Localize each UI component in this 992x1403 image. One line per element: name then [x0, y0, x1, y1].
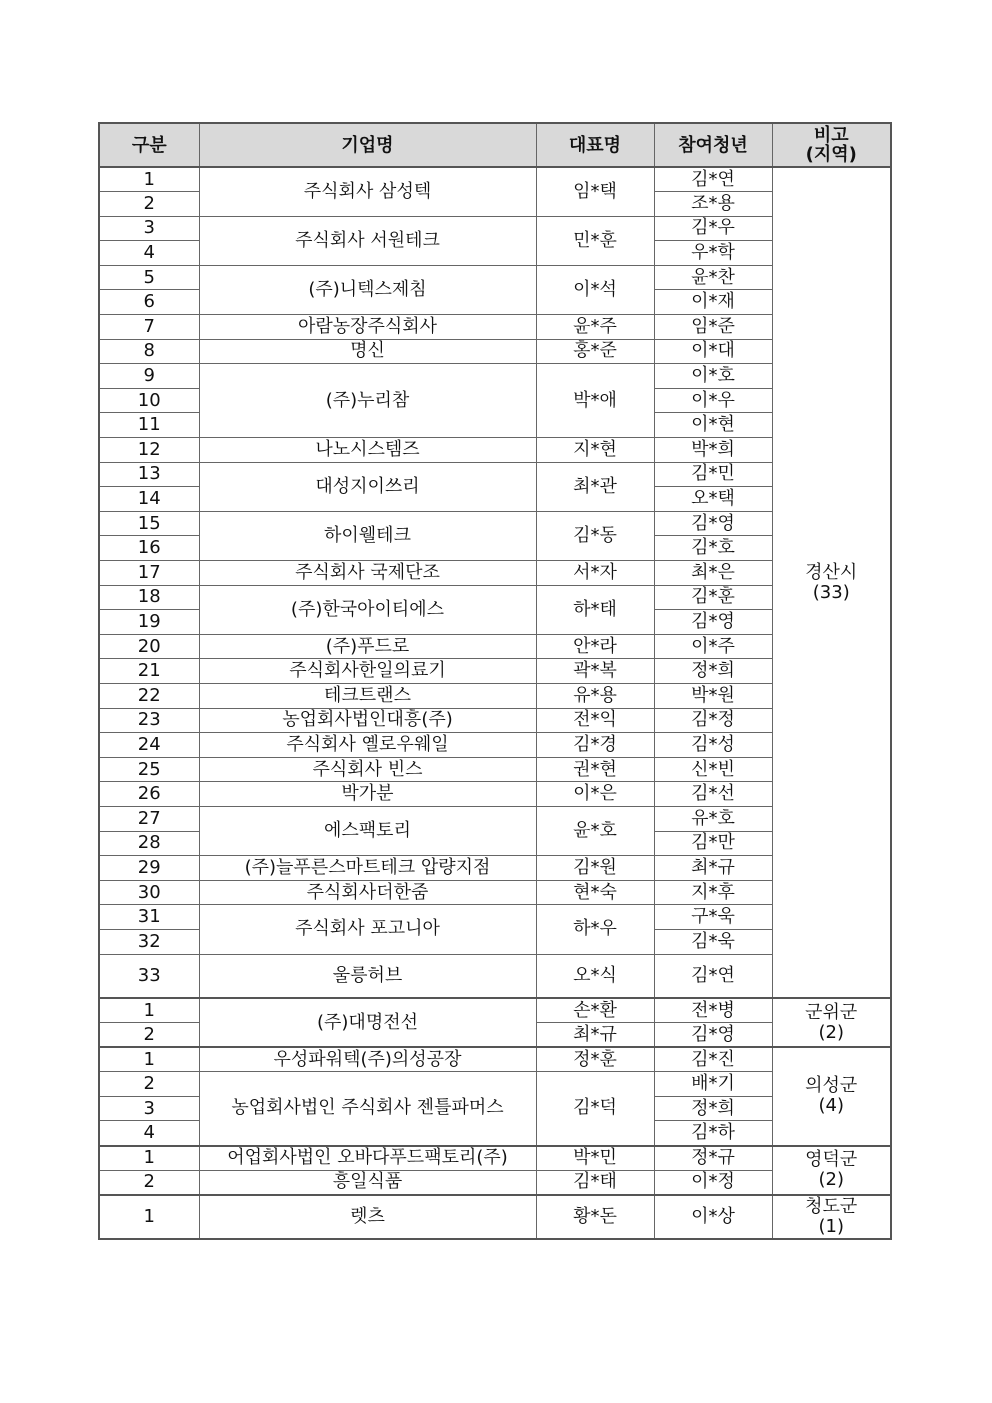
youth-name: 오*택	[654, 487, 772, 512]
row-number: 10	[99, 388, 199, 413]
table-header	[99, 123, 891, 167]
row-number: 1	[99, 1146, 199, 1171]
region-count: (4)	[818, 1095, 844, 1117]
header-note: 비고 (지역)	[772, 123, 891, 167]
region-name: 의성군	[805, 1075, 858, 1097]
row-number: 2	[99, 1170, 199, 1195]
row-number: 1	[99, 1195, 199, 1239]
company-name: 주식회사 서원테크	[199, 216, 536, 265]
ceo-name: 김*덕	[536, 1072, 654, 1146]
company-name: 렛츠	[199, 1195, 536, 1239]
row-number: 25	[99, 757, 199, 782]
row-number: 30	[99, 880, 199, 905]
company-name: (주)대명전선	[199, 998, 536, 1047]
ceo-name: 지*현	[536, 438, 654, 463]
youth-name: 김*하	[654, 1121, 772, 1146]
row-number: 22	[99, 683, 199, 708]
youth-name: 이*호	[654, 364, 772, 389]
youth-name: 정*희	[654, 659, 772, 684]
youth-name: 배*기	[654, 1072, 772, 1097]
youth-name: 박*희	[654, 438, 772, 463]
youth-name: 김*훈	[654, 585, 772, 610]
row-number: 7	[99, 315, 199, 340]
row-number: 26	[99, 782, 199, 807]
company-name: 우성파워텍(주)의성공장	[199, 1047, 536, 1072]
youth-name: 김*진	[654, 1047, 772, 1072]
youth-name: 유*호	[654, 806, 772, 831]
row-number: 1	[99, 1047, 199, 1072]
company-name: 주식회사 빈스	[199, 757, 536, 782]
ceo-name: 김*경	[536, 733, 654, 758]
ceo-name: 안*라	[536, 634, 654, 659]
row-number: 14	[99, 487, 199, 512]
ceo-name: 전*익	[536, 708, 654, 733]
region-note	[772, 1195, 891, 1239]
region-name: 영덕군	[805, 1149, 858, 1171]
youth-name: 박*원	[654, 683, 772, 708]
ceo-name: 김*동	[536, 511, 654, 560]
row-number: 2	[99, 1023, 199, 1048]
company-name: 흥일식품	[199, 1170, 536, 1195]
ceo-name: 김*원	[536, 856, 654, 881]
youth-name: 전*병	[654, 998, 772, 1023]
ceo-name: 민*훈	[536, 216, 654, 265]
youth-name: 최*규	[654, 856, 772, 881]
youth-name: 이*현	[654, 413, 772, 438]
header-row	[99, 123, 891, 167]
company-name: 농업회사법인 주식회사 젠틀파머스	[199, 1072, 536, 1146]
youth-name: 임*준	[654, 315, 772, 340]
row-number: 32	[99, 929, 199, 954]
ceo-name: 현*숙	[536, 880, 654, 905]
region-count: (2)	[818, 1021, 844, 1043]
ceo-name: 하*태	[536, 585, 654, 634]
row-number: 11	[99, 413, 199, 438]
youth-name: 우*학	[654, 241, 772, 266]
youth-name: 지*후	[654, 880, 772, 905]
company-name: 나노시스템즈	[199, 438, 536, 463]
row-number: 12	[99, 438, 199, 463]
row-number: 3	[99, 216, 199, 241]
ceo-name: 황*돈	[536, 1195, 654, 1239]
youth-name: 김*욱	[654, 929, 772, 954]
youth-name: 윤*찬	[654, 265, 772, 290]
header-no: 구분	[99, 123, 199, 167]
row-number: 18	[99, 585, 199, 610]
row-number: 5	[99, 265, 199, 290]
row-number: 9	[99, 364, 199, 389]
company-name: (주)한국아이티에스	[199, 585, 536, 634]
company-name: 어업회사법인 오바다푸드팩토리(주)	[199, 1146, 536, 1171]
row-number: 8	[99, 339, 199, 364]
youth-name: 구*욱	[654, 905, 772, 930]
company-name: 주식회사 옐로우웨일	[199, 733, 536, 758]
row-number: 28	[99, 831, 199, 856]
row-number: 33	[99, 954, 199, 998]
region-name: 청도군	[805, 1195, 858, 1217]
company-name: 에스팩토리	[199, 806, 536, 855]
youth-name: 정*규	[654, 1146, 772, 1171]
row-number: 6	[99, 290, 199, 315]
row-number: 29	[99, 856, 199, 881]
youth-name: 이*재	[654, 290, 772, 315]
company-name: 주식회사 포고니아	[199, 905, 536, 954]
header-ceo: 대표명	[536, 123, 654, 167]
ceo-name: 하*우	[536, 905, 654, 954]
table-row	[99, 1047, 891, 1072]
youth-name: 김*민	[654, 462, 772, 487]
youth-name: 김*영	[654, 511, 772, 536]
company-name: (주)늘푸른스마트테크 압량지점	[199, 856, 536, 881]
row-number: 15	[99, 511, 199, 536]
youth-name: 이*상	[654, 1195, 772, 1239]
row-number: 2	[99, 1072, 199, 1097]
region-count: (1)	[818, 1215, 844, 1237]
company-name: (주)누리참	[199, 364, 536, 438]
header-company: 기업명	[199, 123, 536, 167]
table-row	[99, 998, 891, 1023]
company-name: (주)푸드로	[199, 634, 536, 659]
row-number: 27	[99, 806, 199, 831]
ceo-name: 이*은	[536, 782, 654, 807]
ceo-name: 윤*호	[536, 806, 654, 855]
company-name: 주식회사 국제단조	[199, 561, 536, 586]
region-note	[772, 167, 891, 998]
ceo-name: 박*애	[536, 364, 654, 438]
row-number: 2	[99, 192, 199, 217]
company-name: 테크트랜스	[199, 683, 536, 708]
ceo-name: 최*관	[536, 462, 654, 511]
ceo-name: 곽*복	[536, 659, 654, 684]
company-name: 대성지이쓰리	[199, 462, 536, 511]
company-name: 아람농장주식회사	[199, 315, 536, 340]
youth-roster-table	[98, 122, 892, 1240]
row-number: 17	[99, 561, 199, 586]
header-youth: 참여청년	[654, 123, 772, 167]
region-count: (2)	[818, 1169, 844, 1191]
row-number: 24	[99, 733, 199, 758]
region-name: 군위군	[805, 1001, 858, 1023]
ceo-name: 김*태	[536, 1170, 654, 1195]
youth-name: 이*정	[654, 1170, 772, 1195]
ceo-name: 임*택	[536, 167, 654, 216]
ceo-name: 유*용	[536, 683, 654, 708]
region-note	[772, 998, 891, 1047]
row-number: 1	[99, 167, 199, 192]
table-row	[99, 167, 891, 192]
youth-name: 최*은	[654, 561, 772, 586]
region-name: 경산시	[805, 561, 858, 583]
ceo-name: 손*환	[536, 998, 654, 1023]
ceo-name: 홍*준	[536, 339, 654, 364]
youth-name: 김*선	[654, 782, 772, 807]
ceo-name: 정*훈	[536, 1047, 654, 1072]
company-name: 하이웰테크	[199, 511, 536, 560]
row-number: 4	[99, 241, 199, 266]
youth-name: 김*연	[654, 167, 772, 192]
youth-name: 이*대	[654, 339, 772, 364]
row-number: 3	[99, 1096, 199, 1121]
row-number: 1	[99, 998, 199, 1023]
company-name: (주)니텍스제침	[199, 265, 536, 314]
ceo-name: 윤*주	[536, 315, 654, 340]
youth-name: 김*영	[654, 1023, 772, 1048]
youth-name: 이*주	[654, 634, 772, 659]
youth-name: 김*만	[654, 831, 772, 856]
youth-name: 김*우	[654, 216, 772, 241]
table-row	[99, 1146, 891, 1171]
table-row	[99, 1195, 891, 1239]
table-body	[99, 167, 891, 1239]
row-number: 31	[99, 905, 199, 930]
ceo-name: 서*자	[536, 561, 654, 586]
company-name: 주식회사 삼성텍	[199, 167, 536, 216]
ceo-name: 권*현	[536, 757, 654, 782]
youth-name: 신*빈	[654, 757, 772, 782]
company-name: 박가분	[199, 782, 536, 807]
youth-name: 김*연	[654, 954, 772, 998]
youth-name: 조*용	[654, 192, 772, 217]
company-name: 주식회사한일의료기	[199, 659, 536, 684]
region-count: (33)	[812, 581, 850, 603]
youth-name: 김*영	[654, 610, 772, 635]
ceo-name: 박*민	[536, 1146, 654, 1171]
ceo-name: 오*식	[536, 954, 654, 998]
row-number: 21	[99, 659, 199, 684]
region-note	[772, 1146, 891, 1195]
youth-name: 김*호	[654, 536, 772, 561]
company-name: 울릉허브	[199, 954, 536, 998]
row-number: 16	[99, 536, 199, 561]
row-number: 13	[99, 462, 199, 487]
company-name: 농업회사법인대흥(주)	[199, 708, 536, 733]
youth-name: 이*우	[654, 388, 772, 413]
company-name: 명신	[199, 339, 536, 364]
youth-name: 김*성	[654, 733, 772, 758]
ceo-name: 이*석	[536, 265, 654, 314]
region-note	[772, 1047, 891, 1145]
youth-name: 정*희	[654, 1096, 772, 1121]
company-name: 주식회사더한줌	[199, 880, 536, 905]
row-number: 4	[99, 1121, 199, 1146]
ceo-name: 최*규	[536, 1023, 654, 1048]
row-number: 19	[99, 610, 199, 635]
row-number: 20	[99, 634, 199, 659]
row-number: 23	[99, 708, 199, 733]
youth-name: 김*정	[654, 708, 772, 733]
